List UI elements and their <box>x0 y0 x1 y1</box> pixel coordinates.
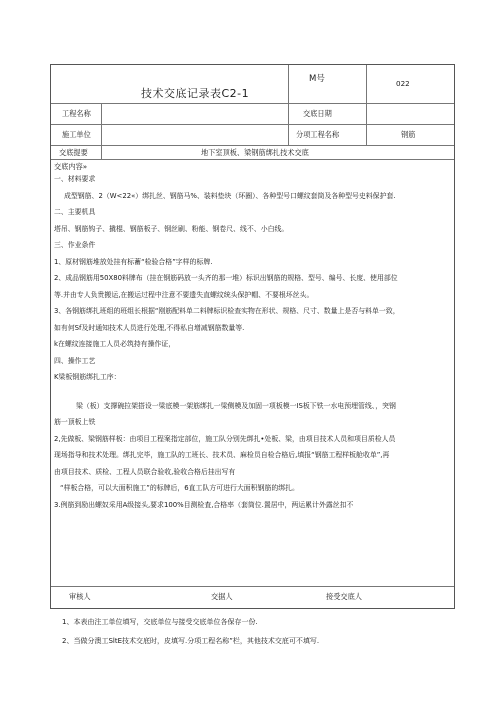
number-label: M号 <box>309 74 325 84</box>
title-row <box>51 65 454 104</box>
content-line: 三、作业条件 <box>54 241 96 249</box>
content-line: 等.并由专人负贵搬运,在搬运过程中注意不要遗失直螺纹统头保护帽、不要根坏丝头。 <box>54 290 314 299</box>
content-section <box>51 159 454 587</box>
divider <box>288 124 289 145</box>
project-name-label: 工程名称 <box>62 109 91 118</box>
subproject-label: 分项工程名称 <box>296 130 340 139</box>
project-row <box>51 103 454 125</box>
content-line: 一、材料要求 <box>54 175 96 183</box>
content-line: 现场指导和技术处理。绑扎完毕，施工队的工班长、技术员、麻检员自检合格后,填报“钢筋工程样板舱收单”,再 <box>54 451 390 459</box>
content-line: 3、各钢筋绑扎班组的班组长根据“刚筋配料单二料牌标识检查实物在形状、规格、尺寸、数量上是否与料单一致， <box>54 307 400 315</box>
signature-row <box>51 586 454 607</box>
divider <box>101 124 102 145</box>
content-line: 2,先做板、梁钢筋样板：由项目工程案指定部位，施工队分别先绑扎•处板、梁，由项目技术人员和项目质检人员 <box>54 434 396 443</box>
content-line: 3.例筋到励出螺奴采用A级接头,要求100%目测检査,合格率（套筒位.置居中，两运累计外露丝扣不 <box>54 500 354 509</box>
content-line: 1、原材钢筋堆放处挂有标蓄“检验合格”字样的标牌. <box>54 257 213 266</box>
divider <box>288 65 289 103</box>
divider <box>366 124 367 145</box>
content-body <box>54 174 452 516</box>
reviewer-label: 审核人 <box>69 592 91 601</box>
form-title: 技术交底记录表C2-1 <box>141 87 250 100</box>
number-value: 022 <box>396 79 410 88</box>
content-line: 2、成品钢筋用50X80料牌布（挂在钢筋码放一头齐的那一堆）标识出钢筋的规格、型号、编号、长度、使用部位 <box>54 274 398 282</box>
unit-row <box>51 124 454 146</box>
subproject-value: 钢筋 <box>401 130 416 139</box>
content-heading: 交底内容» <box>54 162 88 171</box>
divider <box>366 103 367 124</box>
unit-label: 施工单位 <box>62 130 91 139</box>
footnote-1: 1、本表由注工单位填写，交底单位与接受交底单位各保存一份. <box>62 618 258 626</box>
content-line: 筋一顶板上铁 <box>54 418 96 426</box>
content-line: 梁（板）支撑碗拉架搭设一梁底模一架筋绑扎一梁侧模及加固一项板模一IS板下铁一水电预埋管线、，突钢 <box>76 401 396 410</box>
content-line: 成型钢筋、2（W<22«）绑扎丝、钢筋马%、装料垫块（环圈）、各种型号口螺纹套筒及各种型号史料保护套. <box>64 191 396 200</box>
summary-value: 地下室顶板、梁钢筋绑扎技术交底 <box>201 148 309 157</box>
summary-row <box>51 145 454 160</box>
footnote-2: 2、当做分澳工SltE技术交底时，皮填写.分项工程名称”栏，其他技术交底可不填写. <box>62 637 320 645</box>
content-line: 由项目技术、质检、工程人员联合验收,验收合格后挂出写有 <box>54 467 236 476</box>
summary-label: 交底提要 <box>59 148 88 157</box>
content-line: K梁板钢筋绑扎工序： <box>54 373 121 381</box>
content-line: 二、主要机具 <box>54 208 96 216</box>
divider <box>101 103 102 124</box>
discloser-label: 交据人 <box>211 592 233 601</box>
date-label: 交底日期 <box>303 109 332 118</box>
content-line: 如有何Sf及时通知技术人员进行处理,不得私自增减钢筋数量等. <box>54 323 245 332</box>
divider <box>366 65 367 103</box>
footnotes <box>62 618 462 646</box>
disclosure-record-form <box>50 64 455 609</box>
divider <box>288 103 289 124</box>
content-line: 四、操作工艺 <box>54 356 96 365</box>
content-line: “样板合格，可以大面积施工”的标牌后，6直工队方可进行大面积钢筋的绑扎。 <box>60 484 299 492</box>
divider <box>101 145 102 159</box>
receiver-label: 接受交底人 <box>326 592 362 601</box>
content-line: k在螺纹连接施工人员必筑持有操作证， <box>54 340 176 348</box>
content-line: 塔吊、钢筋钩子、撬棍、钢筋板子、钢丝刷、粉能、钢卷尺、线不、小白线。 <box>54 224 289 233</box>
